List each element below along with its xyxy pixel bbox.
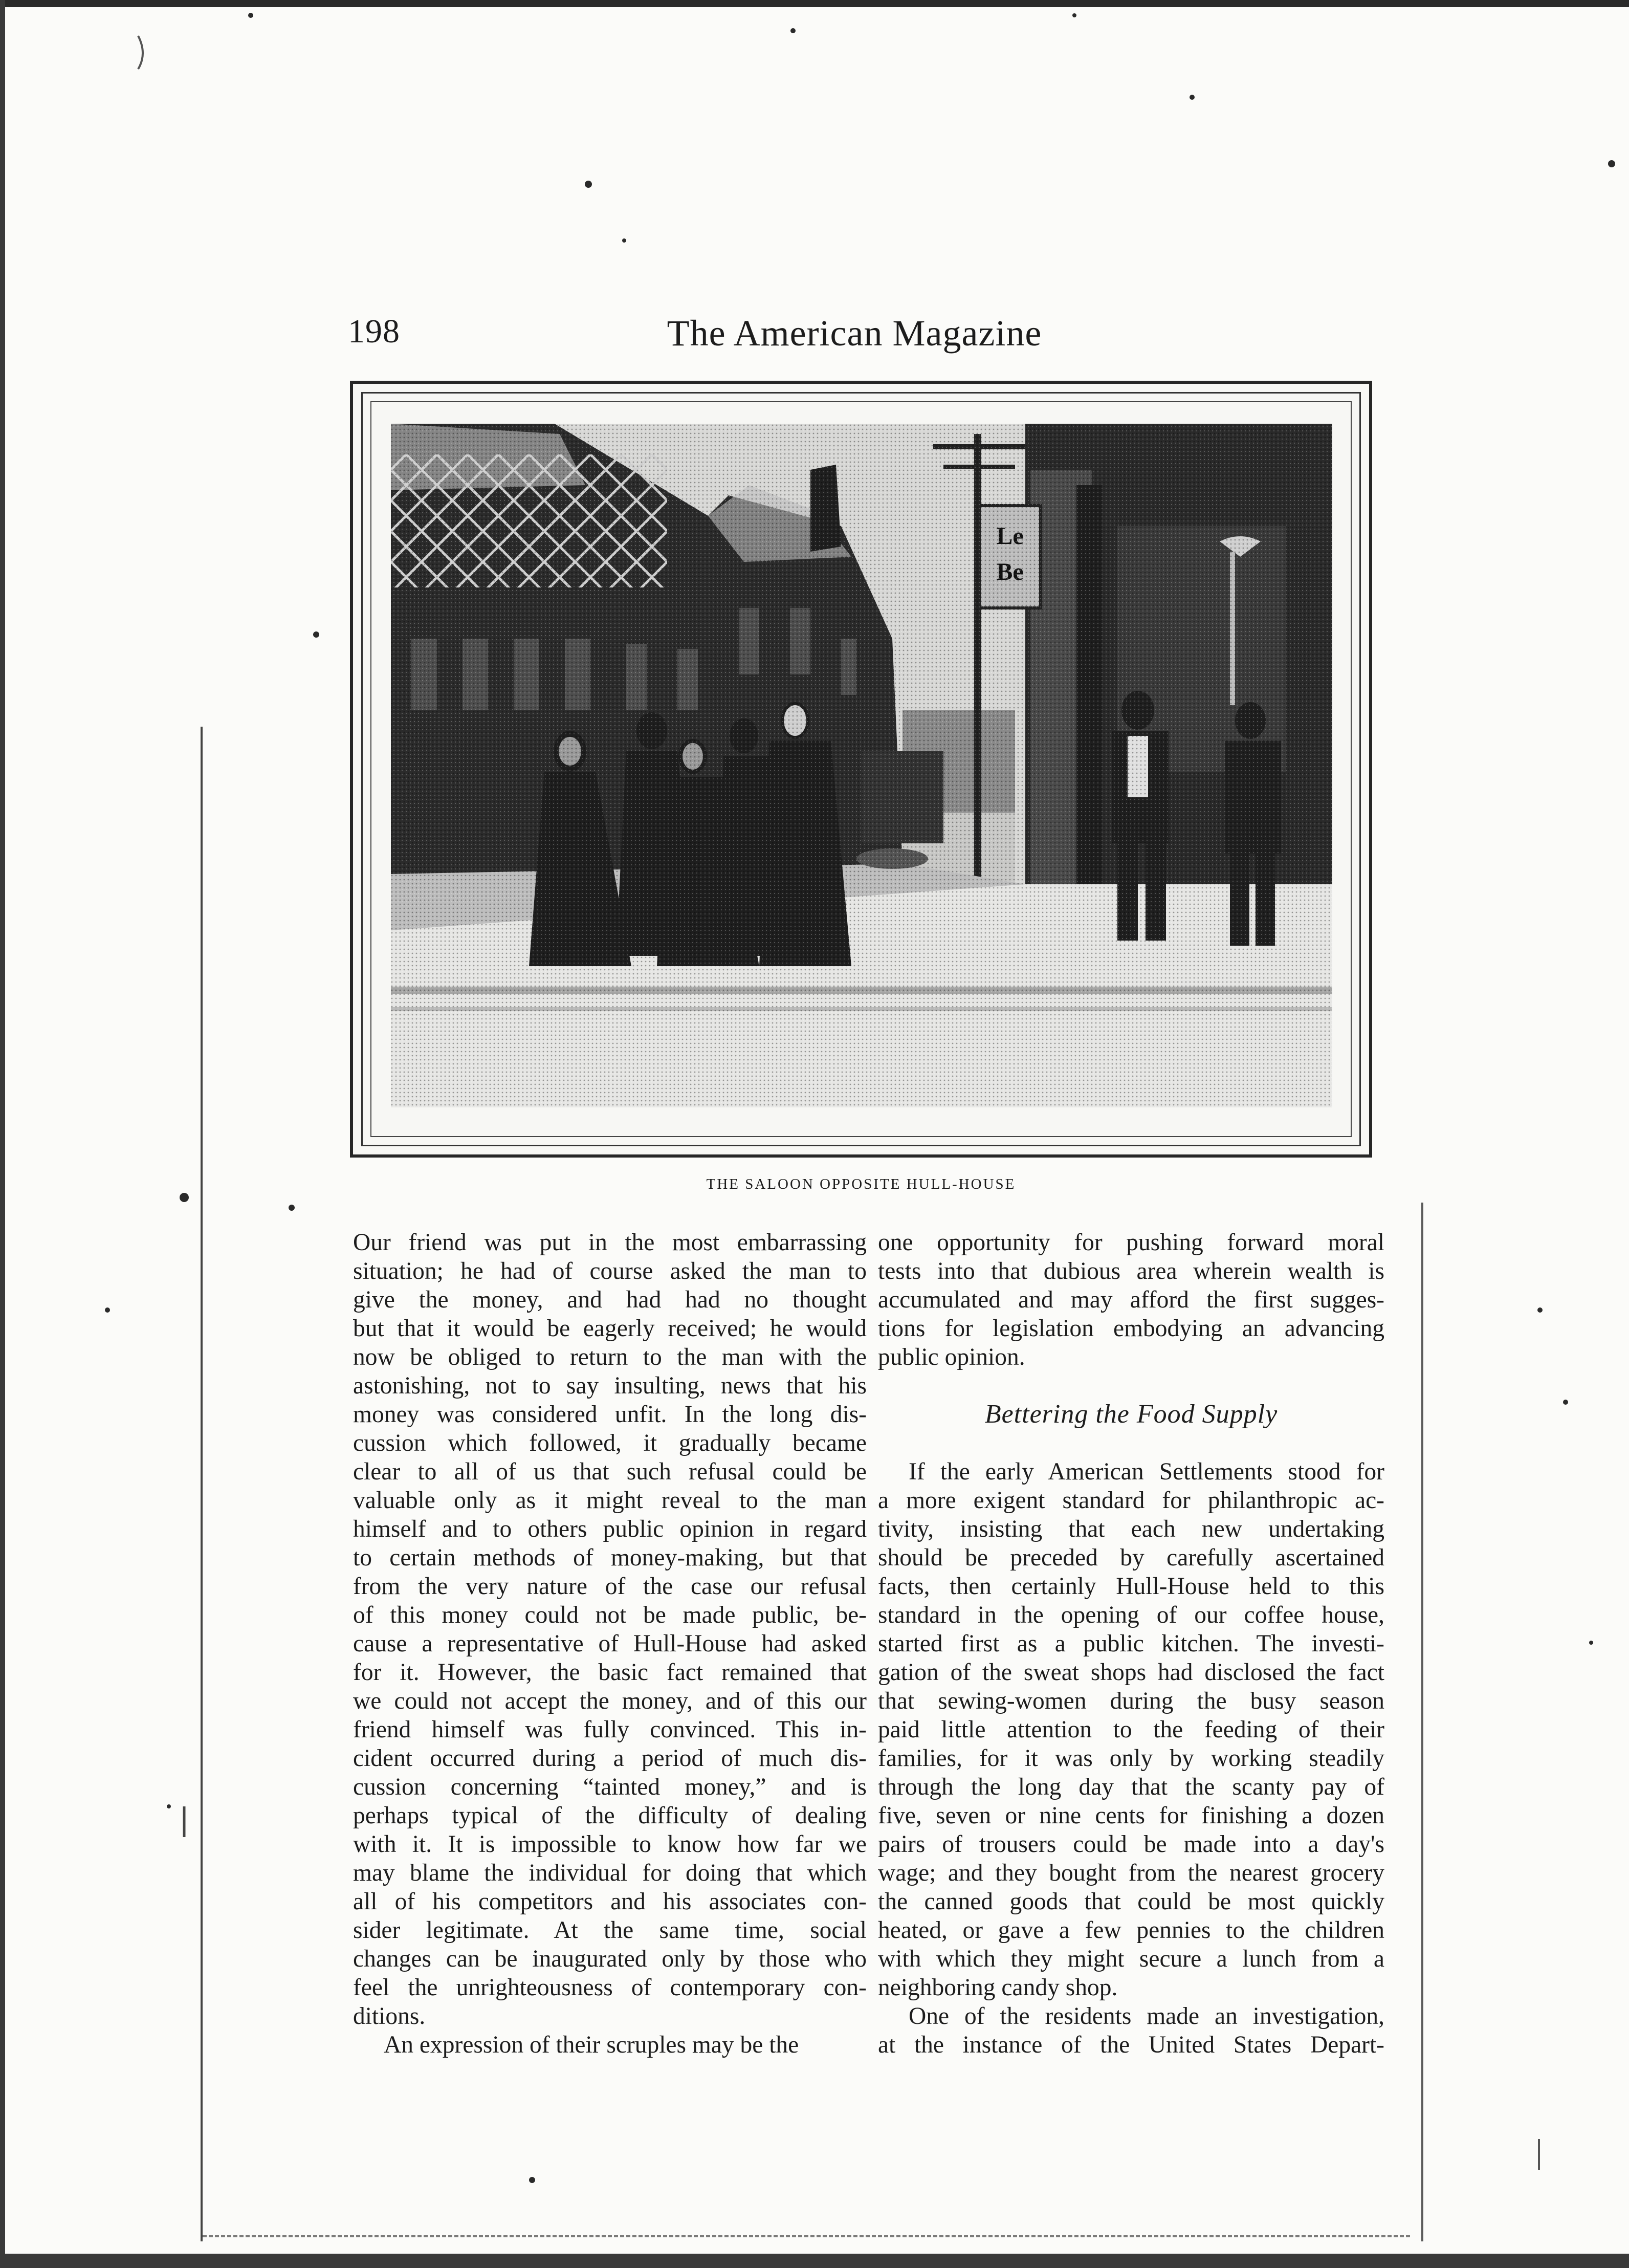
- text-line: neighboring candy shop.: [878, 1974, 1118, 2001]
- text-line: paid little attention to the feeding of their: [878, 1716, 1384, 1743]
- street-photo: [391, 424, 1332, 1107]
- right-paragraph-1: [878, 1228, 1384, 1371]
- text-line: wage; and they bought from the nearest grocery: [878, 1860, 1384, 1886]
- text-line: for it. However, the basic fact remained that: [353, 1659, 867, 1686]
- text-line: An expression of their scruples may be the: [384, 2032, 799, 2058]
- text-line: from the very nature of the case our refusal: [353, 1573, 867, 1600]
- right-paragraph-3: [878, 2002, 1384, 2059]
- text-line: to certain methods of money-making, but that: [353, 1544, 867, 1571]
- text-line: one opportunity for pushing forward moral: [878, 1229, 1384, 1256]
- text-line: tions for legislation embodying an advancing: [878, 1315, 1384, 1342]
- left-column: [353, 1228, 867, 2059]
- text-line: gation of the sweat shops had disclosed the fact: [878, 1659, 1384, 1686]
- text-line: give the money, and had had no thought: [353, 1286, 867, 1313]
- text-line: through the long day that the scanty pay of: [878, 1774, 1384, 1800]
- text-line: all of his competitors and his associates con-: [353, 1888, 867, 1915]
- text-line: facts, then certainly Hull-House held to this: [878, 1573, 1384, 1600]
- text-line: that sewing-women during the busy season: [878, 1688, 1384, 1714]
- text-line: If the early American Settlements stood for: [909, 1458, 1384, 1485]
- text-line: tests into that dubious area wherein wealth is: [878, 1258, 1384, 1284]
- text-line: cussion concerning “tainted money,” and is: [353, 1774, 867, 1800]
- text-line: a more exigent standard for philanthropic ac-: [878, 1487, 1384, 1514]
- text-line: astonishing, not to say insulting, news that his: [353, 1372, 867, 1399]
- text-line: the canned goods that could be most quickly: [878, 1888, 1384, 1915]
- left-paragraph-2: [353, 2031, 867, 2059]
- photo-caption: THE SALOON OPPOSITE HULL-HOUSE: [706, 1176, 1016, 1192]
- text-line: families, for it was only by working steadily: [878, 1745, 1384, 1772]
- text-line: money was considered unfit. In the long dis-: [353, 1401, 867, 1428]
- text-line: ditions.: [353, 2003, 426, 2030]
- page-number: 198: [348, 313, 400, 350]
- text-line: but that it would be eagerly received; he would: [353, 1315, 867, 1342]
- text-line: started first as a public kitchen. The investi-: [878, 1630, 1384, 1657]
- spacer: [878, 1429, 1384, 1457]
- text-line: of this money could not be made public, be-: [353, 1602, 867, 1628]
- magazine-title: The American Magazine: [667, 313, 1042, 354]
- text-line: situation; he had of course asked the man to: [353, 1258, 867, 1284]
- text-line: may blame the individual for doing that which: [353, 1860, 867, 1886]
- text-line: One of the residents made an investigation,: [909, 2003, 1384, 2030]
- left-paragraph-1: [353, 1228, 867, 2031]
- text-line: now be obliged to return to the man with the: [353, 1344, 867, 1370]
- spacer: [878, 1371, 1384, 1400]
- text-line: himself and to others public opinion in regard: [353, 1516, 867, 1542]
- text-line: should be preceded by carefully ascertained: [878, 1544, 1384, 1571]
- running-head: [348, 312, 1361, 368]
- text-line: standard in the opening of our coffee house,: [878, 1602, 1384, 1628]
- text-line: with it. It is impossible to know how far we: [353, 1831, 867, 1858]
- text-line: valuable only as it might reveal to the man: [353, 1487, 867, 1514]
- right-column: [878, 1228, 1384, 2059]
- text-line: tivity, insisting that each new undertaking: [878, 1516, 1384, 1542]
- text-line: clear to all of us that such refusal could be: [353, 1458, 867, 1485]
- right-paragraph-2: [878, 1457, 1384, 2002]
- text-line: heated, or gave a few pennies to the children: [878, 1917, 1384, 1944]
- text-line: we could not accept the money, and of this our: [353, 1688, 867, 1714]
- text-line: friend himself was fully convinced. This in-: [353, 1716, 867, 1743]
- text-line: changes can be inaugurated only by those who: [353, 1946, 867, 1972]
- text-line: cause a representative of Hull-House had asked: [353, 1630, 867, 1657]
- text-line: Our friend was put in the most embarrassing: [353, 1229, 867, 1256]
- text-line: with which they might secure a lunch from a: [878, 1946, 1384, 1972]
- text-line: perhaps typical of the difficulty of dealing: [353, 1802, 867, 1829]
- section-subheading: Bettering the Food Supply: [984, 1400, 1278, 1429]
- text-line: feel the unrighteousness of contemporary con-: [353, 1974, 867, 2001]
- text-line: five, seven or nine cents for finishing a dozen: [878, 1802, 1384, 1829]
- photo-frame: [350, 381, 1372, 1158]
- text-line: at the instance of the United States Depart-: [878, 2032, 1384, 2058]
- text-line: cident occurred during a period of much dis-: [353, 1745, 867, 1772]
- text-line: pairs of trousers could be made into a day's: [878, 1831, 1384, 1858]
- text-line: cussion which followed, it gradually became: [353, 1430, 867, 1456]
- text-line: public opinion.: [878, 1344, 1025, 1370]
- text-line: accumulated and may afford the first sugges-: [878, 1286, 1384, 1313]
- text-line: sider legitimate. At the same time, social: [353, 1917, 867, 1944]
